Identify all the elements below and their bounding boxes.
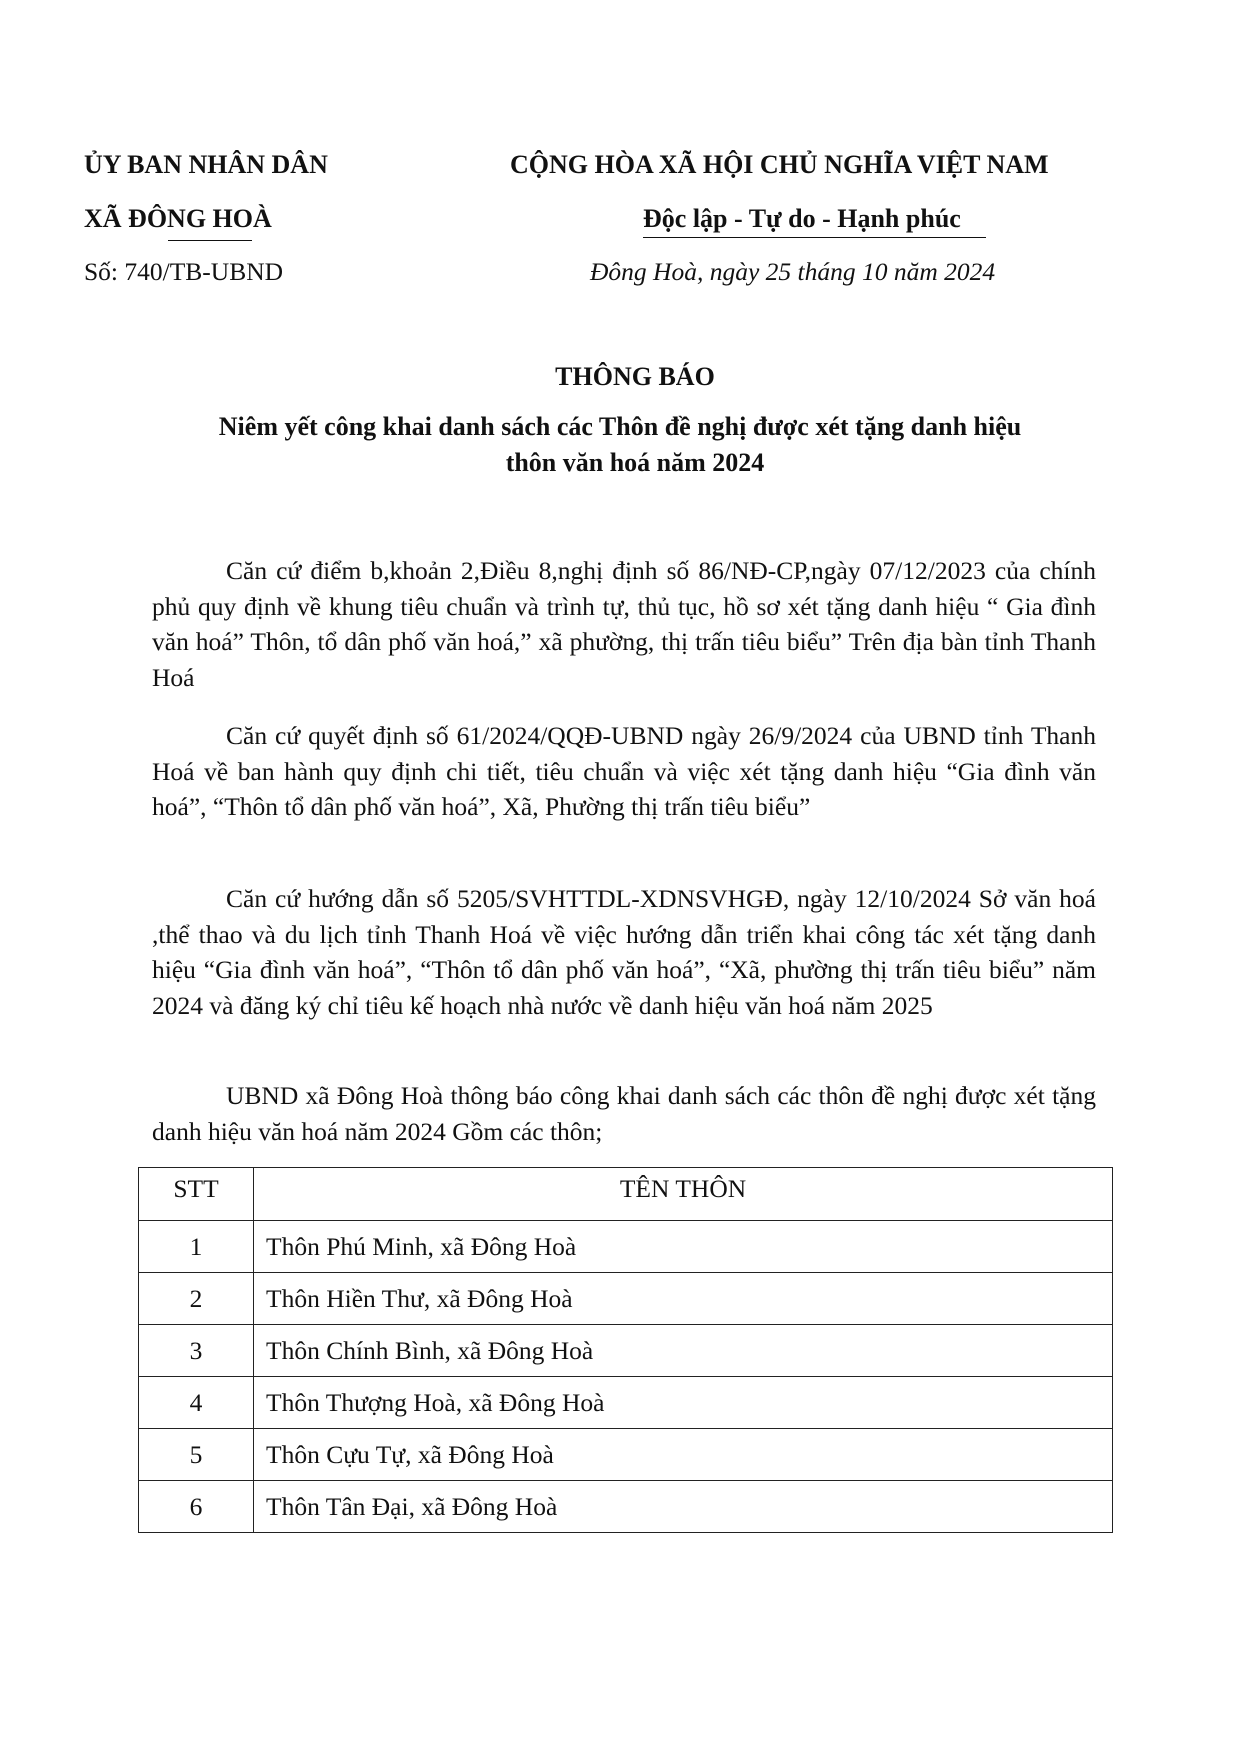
row-stt: 6	[139, 1481, 254, 1533]
table-header-row	[139, 1168, 1113, 1221]
row-stt: 3	[139, 1325, 254, 1377]
row-village-name: Thôn Tân Đại, xã Đông Hoà	[254, 1481, 1113, 1533]
document-subtitle-line2: thôn văn hoá năm 2024	[505, 448, 765, 477]
column-header-stt: STT	[139, 1168, 254, 1221]
body-paragraph: Căn cứ hướng dẫn số 5205/SVHTTDL-XDNSVHGĐ, ngày 12/10/2024 Sở văn hoá ,thể thao và du lịch tỉnh Thanh Hoá về việc hướng dẫn triển khai công tác xét tặng danh hiệu “Gia đình văn hoá”, “Thôn tổ dân phố văn hoá”, “Xã, phường thị trấn tiêu biểu” năm 2024 và đăng ký chỉ tiêu kế hoạch nhà nước về danh hiệu văn hoá năm 2025	[152, 884, 1096, 1020]
row-stt: 5	[139, 1429, 254, 1481]
national-motto: Độc lập - Tự do - Hạnh phúc	[643, 204, 961, 233]
row-stt: 1	[139, 1221, 254, 1273]
national-title: CỘNG HÒA XÃ HỘI CHỦ NGHĨA VIỆT NAM	[510, 150, 1049, 179]
table-row	[139, 1273, 1113, 1325]
commune-name: XÃ ĐÔNG HOÀ	[84, 204, 272, 233]
row-village-name: Thôn Chính Bình, xã Đông Hoà	[254, 1325, 1113, 1377]
body-paragraph: Căn cứ điểm b,khoản 2,Điều 8,nghị định số 86/NĐ-CP,ngày 07/12/2023 của chính phủ quy định về khung tiêu chuẩn và trình tự, thủ tục, hồ sơ xét tặng danh hiệu “ Gia đình văn hoá” Thôn, tổ dân phố văn hoá,” xã phường, thị trấn tiêu biểu” Trên địa bàn tỉnh Thanh Hoá	[152, 556, 1096, 692]
document-title: THÔNG BÁO	[555, 362, 715, 391]
row-village-name: Thôn Cựu Tự, xã Đông Hoà	[254, 1429, 1113, 1481]
row-village-name: Thôn Thượng Hoà, xã Đông Hoà	[254, 1377, 1113, 1429]
agency-underline	[168, 240, 252, 241]
row-stt: 2	[139, 1273, 254, 1325]
table-row	[139, 1429, 1113, 1481]
table-row	[139, 1325, 1113, 1377]
body-paragraph: UBND xã Đông Hoà thông báo công khai danh sách các thôn đề nghị được xét tặng danh hiệu văn hoá năm 2024 Gồm các thôn;	[152, 1081, 1096, 1146]
place-date: Đông Hoà, ngày 25 tháng 10 năm 2024	[590, 257, 996, 286]
row-village-name: Thôn Phú Minh, xã Đông Hoà	[254, 1221, 1113, 1273]
row-stt: 4	[139, 1377, 254, 1429]
table-row	[139, 1221, 1113, 1273]
row-village-name: Thôn Hiền Thư, xã Đông Hoà	[254, 1273, 1113, 1325]
body-paragraph: Căn cứ quyết định số 61/2024/QQĐ-UBND ngày 26/9/2024 của UBND tỉnh Thanh Hoá về ban hành quy định chi tiết, tiêu chuẩn và việc xét tặng danh hiệu “Gia đình văn hoá”, “Thôn tổ dân phố văn hoá”, Xã, Phường thị trấn tiêu biểu”	[152, 721, 1096, 821]
village-list-table	[138, 1167, 1113, 1533]
agency-name: ỦY BAN NHÂN DÂN	[84, 150, 328, 179]
table-row	[139, 1377, 1113, 1429]
motto-underline	[643, 237, 986, 238]
table-row	[139, 1481, 1113, 1533]
document-number: Số: 740/TB-UBND	[84, 257, 284, 286]
column-header-name: TÊN THÔN	[254, 1168, 1113, 1221]
document-subtitle-line1: Niêm yết công khai danh sách các Thôn đề nghị được xét tặng danh hiệu	[218, 412, 1022, 441]
